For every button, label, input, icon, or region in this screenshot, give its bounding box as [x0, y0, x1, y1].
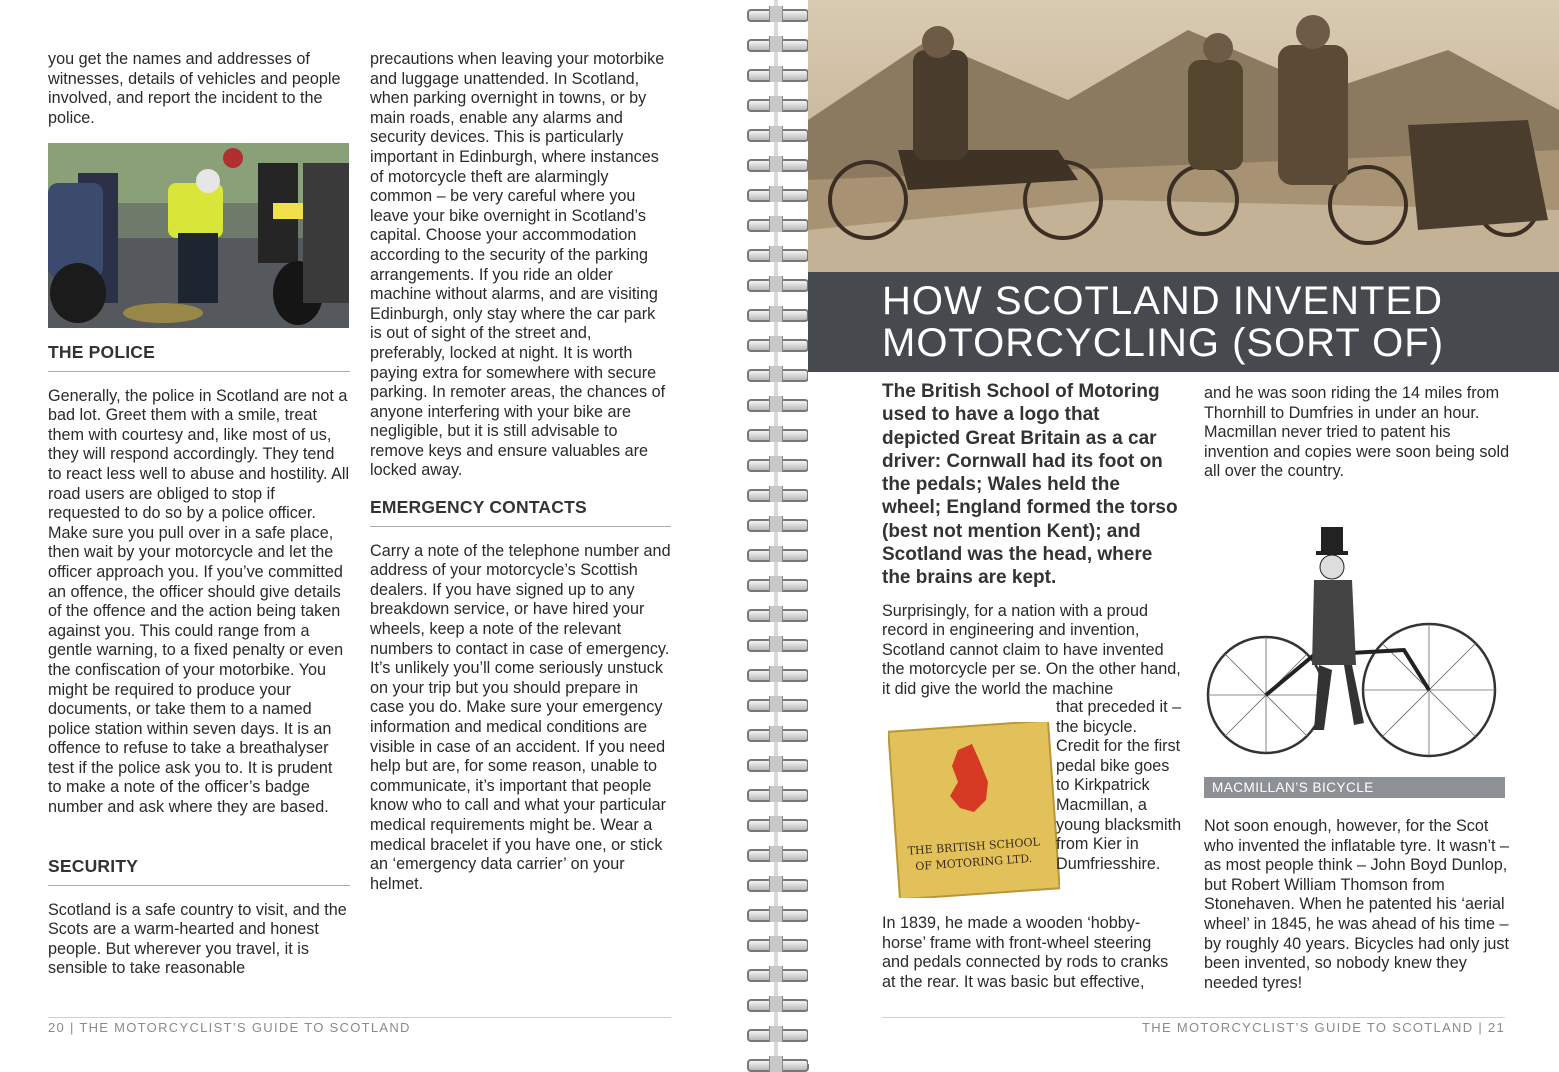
left-page — [0, 0, 745, 1064]
witness-paragraph: you get the names and addresses of witnesses, details of vehicles and people involved, and report the incident to the police. — [48, 50, 341, 127]
tyre-section — [1204, 817, 1510, 993]
binding-ring — [745, 516, 808, 532]
emergency-paragraph: Carry a note of the telephone number and address of your motorcycle’s Scottish dealers. If you have signed up to any breakdown service, or have hired your wheels, keep a note of the relevant numbers to contact in case of emergency. It’s unlikely you’ll come seriously unstuck on your trip but you should prepare in case you do. Make sure your emergency information and medical conditions are visible in case of an accident. If you need help but are, for some reason, unable to communicate, it’s important that people know who to call and what your particular medical requirements might be. Wear a medical bracelet if you have one, or stick an ‘emergency data carrier’ on your helmet. — [370, 541, 671, 893]
wrap-text — [1056, 698, 1182, 874]
binding-ring — [745, 636, 808, 652]
bsm-logo-illustration — [888, 722, 1060, 898]
macmillan-wrap-paragraph: that preceded it – the bicycle. Credit for the first pedal bike goes to Kirkpatrick Macmillan, a young blacksmith from Kier in Dumfriesshire. — [1056, 698, 1182, 873]
binding-ring — [745, 816, 808, 832]
tyre-paragraph: Not soon enough, however, for the Scot who invented the inflatable tyre. It wasn’t – as most people think – John Boyd Dunlop, but Robert William Thomson from Stonehaven. When he patented his ‘aerial wheel’ in 1845, he was ahead of his time – by roughly 40 years. Bicycles had only just been invented, so nobody knew they needed tyres! — [1204, 817, 1510, 992]
security-heading: SECURITY — [48, 857, 350, 886]
left-footer: 20 | THE MOTORCYCLIST’S GUIDE TO SCOTLAND — [48, 1017, 671, 1035]
page-title — [882, 280, 1444, 364]
hobby-horse-paragraph: In 1839, he made a wooden ‘hobby-horse’ frame with front-wheel steering and pedals connected by rods to cranks at the rear. It was basic but effective, — [882, 914, 1169, 991]
binding-ring — [745, 1056, 808, 1072]
vintage-photo-illustration — [808, 0, 1559, 272]
title-line-2: MOTORCYCLING (SORT OF) — [882, 321, 1445, 365]
right-column-2 — [1204, 384, 1510, 482]
precautions-paragraph: precautions when leaving your motorbike and luggage unattended. In Scotland, when parking overnight in towns, or by main roads, enable any alarms and security devices. This is particularly important in Edinburgh, where instances of motorcycle theft are alarmingly common – be very careful where you leave your bike overnight in Scotland’s capital. Choose your accommodation according to the security of the parking arrangements. If you ride an older machine without alarms, and are visiting Edinburgh, only stay where the car park is out of sight of the street and, preferably, locked at night. It is worth paying extra for somewhere with secure parking. In remoter areas, the chances of anyone interfering with your bike are negligible, but it is still advisable to remove keys and ensure valuables are locked away. — [370, 50, 666, 480]
logo-text-1: THE BRITISH SCHOOL — [907, 835, 1041, 858]
vintage-motorcyclists-photo — [808, 0, 1559, 272]
binding-ring — [745, 666, 808, 682]
macmillan-ride-paragraph: and he was soon riding the 14 miles from Thornhill to Dumfries in under an hour. Macmillan never tried to patent his invention and copies were soon being sold all over the country. — [1204, 384, 1510, 481]
binding-ring — [745, 786, 808, 802]
binding-ring — [745, 66, 808, 82]
police-photo-illustration — [48, 143, 349, 328]
binding-ring — [745, 966, 808, 982]
binding-ring — [745, 126, 808, 142]
binding-ring — [745, 156, 808, 172]
binding-ring — [745, 366, 808, 382]
binding-ring — [745, 426, 808, 442]
binding-ring — [745, 726, 808, 742]
police-heading: THE POLICE — [48, 343, 350, 372]
police-paragraph: Generally, the police in Scotland are not a bad lot. Greet them with a smile, treat them with courtesy and, like most of us, they will respond accordingly. They tend to react less well to abuse and hostility. All road users are obliged to stop if requested to do so by a police officer. Make sure you pull over in a safe place, then wait by your motorcycle and let the officer approach you. If you’ve committed an offence, the officer should give details of the offence and the action being taken against you. This could range from a gentle warning, to a fixed penalty or even the confiscation of your motorbike. You might be required to produce your documents, or take them to a named police station within seven days. It is an offence to refuse to take a breathalyser test if the police ask you to. It is prudent to make a note of the officer’s badge number and ask where they are based. — [48, 386, 350, 817]
binding-ring — [745, 96, 808, 112]
bicycle-caption: MACMILLAN’S BICYCLE — [1204, 777, 1505, 798]
binding-ring — [745, 576, 808, 592]
bsm-logo-image — [888, 722, 1060, 898]
title-line-1: HOW SCOTLAND INVENTED — [882, 279, 1444, 323]
left-column-2 — [370, 50, 671, 894]
right-footer: THE MOTORCYCLIST’S GUIDE TO SCOTLAND | 21 — [882, 1017, 1505, 1035]
emergency-heading: EMERGENCY CONTACTS — [370, 498, 671, 527]
binding-ring — [745, 1026, 808, 1042]
binding-ring — [745, 876, 808, 892]
macmillan-bicycle-engraving — [1204, 515, 1504, 777]
police-motorcycle-photo — [48, 143, 349, 328]
logo-text-2: OF MOTORING LTD. — [914, 851, 1033, 874]
security-paragraph: Scotland is a safe country to visit, and the Scots are a warm-hearted and honest people. But wherever you travel, it is sensible to take reasonable — [48, 900, 347, 978]
binding-ring — [745, 216, 808, 232]
binding-ring — [745, 186, 808, 202]
binding-ring — [745, 36, 808, 52]
binding-ring — [745, 6, 808, 22]
spiral-binding — [745, 0, 808, 1064]
intro-bold-paragraph: The British School of Motoring used to have a logo that depicted Great Britain as a car driver: Cornwall had its foot on the pedals; Wales held the wheel; England formed the torso (best not mention Kent); and Scotland was the head, where the brains are kept. — [882, 381, 1178, 589]
right-page — [808, 0, 1559, 1064]
left-column-1 — [48, 50, 350, 128]
right-column-1 — [882, 380, 1182, 700]
binding-ring — [745, 936, 808, 952]
security-section — [48, 857, 350, 979]
binding-ring — [745, 336, 808, 352]
binding-ring — [745, 456, 808, 472]
police-section — [48, 343, 350, 818]
bicycle-engraving-illustration — [1204, 515, 1504, 777]
binding-ring — [745, 846, 808, 862]
binding-ring — [745, 306, 808, 322]
binding-ring — [745, 996, 808, 1012]
bicycle-paragraph: Surprisingly, for a nation with a proud record in engineering and invention, Scotland cannot claim to have invented the motorcycle per se. On the other hand, it did give the world the machine — [882, 601, 1181, 699]
binding-ring — [745, 396, 808, 412]
binding-ring — [745, 906, 808, 922]
hobby-horse-text — [882, 914, 1182, 992]
binding-ring — [745, 486, 808, 502]
binding-ring — [745, 276, 808, 292]
binding-ring — [745, 606, 808, 622]
title-band — [808, 272, 1559, 372]
binding-ring — [745, 756, 808, 772]
binding-ring — [745, 546, 808, 562]
binding-ring — [745, 696, 808, 712]
binding-ring — [745, 246, 808, 262]
